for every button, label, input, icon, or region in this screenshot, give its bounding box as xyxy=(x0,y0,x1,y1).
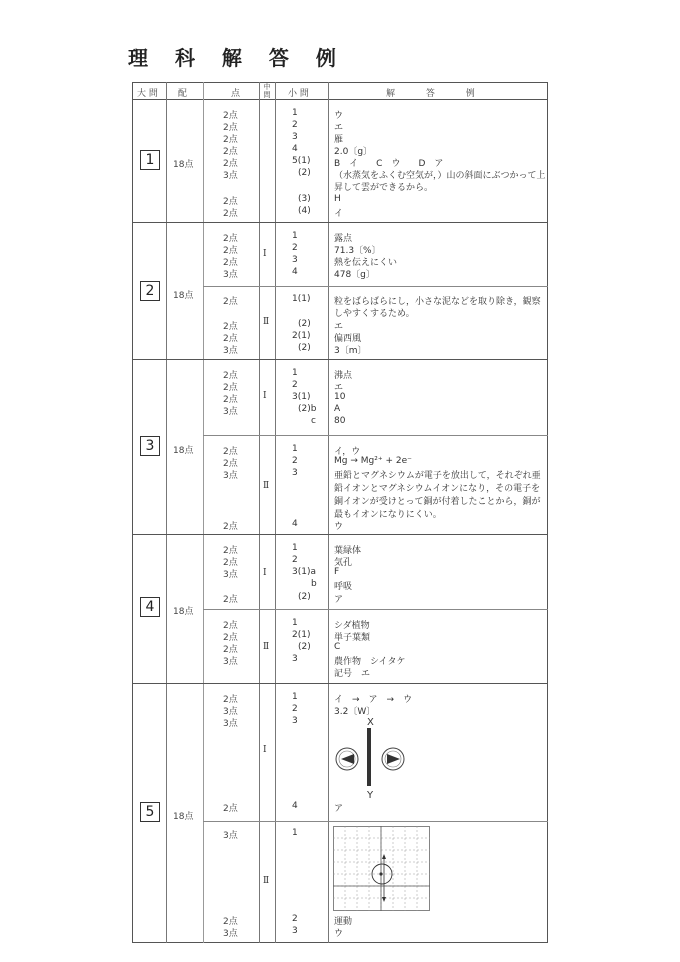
row-question: (3) xyxy=(298,194,311,204)
row-points: 2点 xyxy=(223,135,238,145)
row-answer: ウ xyxy=(334,111,344,121)
row-points: 2点 xyxy=(223,558,238,568)
row-answer: 最もイオンになりにくい。 xyxy=(334,510,442,520)
row-answer: H xyxy=(334,194,341,204)
row-points: 2点 xyxy=(223,395,238,405)
row-question: 3 xyxy=(292,716,298,726)
header-daimon: 大 問 xyxy=(137,89,158,99)
header-bottom-border xyxy=(132,99,548,100)
row-answer: 偏西風 xyxy=(334,334,362,344)
row-answer: 沸点 xyxy=(334,371,353,381)
row-points: 2点 xyxy=(223,234,238,244)
row-answer: 熱を伝えにくい xyxy=(334,258,398,268)
section-4-mid-1: Ⅰ xyxy=(263,568,267,578)
row-question: 2 xyxy=(292,914,298,924)
row-question: 1 xyxy=(292,828,298,838)
row-question: 3 xyxy=(292,132,298,142)
section-divider-2 xyxy=(132,359,548,360)
row-question: 4 xyxy=(292,144,298,154)
section-5-number: 5 xyxy=(140,802,160,822)
row-question: 3 xyxy=(292,654,298,664)
section-3-number: 3 xyxy=(140,436,160,456)
row-question: 1 xyxy=(292,108,298,118)
diagram-label-y: Y xyxy=(367,790,374,800)
section-5-score: 18点 xyxy=(173,812,194,822)
row-question: (2) xyxy=(298,168,311,178)
row-question: c xyxy=(311,416,316,426)
header-kaitourei: 解 答 例 xyxy=(386,89,489,99)
section-4-mid-2: Ⅱ xyxy=(263,642,270,652)
row-answer: 3〔m〕 xyxy=(334,346,367,356)
header-haiten: 配 xyxy=(178,89,188,99)
row-answer: イ，ウ xyxy=(334,447,361,457)
row-question: 1 xyxy=(292,368,298,378)
row-points: 2点 xyxy=(223,371,238,381)
row-answer: ウ xyxy=(334,929,344,939)
table-right-border xyxy=(547,82,548,943)
row-question: 2 xyxy=(292,243,298,253)
row-answer: 銅イオンが受けとって銅が付着したことから，銅が xyxy=(334,497,541,507)
row-points: 2点 xyxy=(223,383,238,393)
row-answer: 昇して雲ができるから。 xyxy=(334,183,434,193)
row-points: 2点 xyxy=(223,645,238,655)
sub-divider-2 xyxy=(203,286,548,287)
row-question: 2 xyxy=(292,120,298,130)
row-answer: 気孔 xyxy=(334,558,353,568)
sub-divider-5 xyxy=(203,821,548,822)
row-question: (2) xyxy=(298,642,311,652)
row-points: 2点 xyxy=(223,459,238,469)
row-question: b xyxy=(311,579,317,589)
row-question: 5(1) xyxy=(292,156,311,166)
row-question: (2) xyxy=(298,343,311,353)
row-question: 3(1) xyxy=(292,392,311,402)
row-question: 3 xyxy=(292,926,298,936)
row-question: 1 xyxy=(292,692,298,702)
row-answer: 80 xyxy=(334,416,346,426)
row-answer: ア xyxy=(334,804,344,814)
row-answer: エ xyxy=(334,322,344,332)
row-question: 4 xyxy=(292,519,298,529)
row-points: 2点 xyxy=(223,447,238,457)
table-left-border xyxy=(132,82,133,943)
col-divider-3 xyxy=(259,82,260,943)
row-answer: ウ xyxy=(334,522,344,532)
row-question: (4) xyxy=(298,206,311,216)
row-answer: イ xyxy=(334,209,344,219)
wire-bar xyxy=(367,728,371,786)
row-answer: ア xyxy=(334,595,344,605)
section-4-score: 18点 xyxy=(173,607,194,617)
row-points: 2点 xyxy=(223,595,238,605)
row-question: 2 xyxy=(292,704,298,714)
row-points: 2点 xyxy=(223,246,238,256)
section-1-number: 1 xyxy=(140,150,160,170)
section-divider-1 xyxy=(132,222,548,223)
row-question: 2 xyxy=(292,456,298,466)
compass-diagram xyxy=(330,714,410,800)
row-points: 3点 xyxy=(223,719,238,729)
row-answer: 運動 xyxy=(334,917,353,927)
row-answer: しやすくするため。 xyxy=(334,309,415,319)
row-points: 2点 xyxy=(223,258,238,268)
section-3-mid-1: Ⅰ xyxy=(263,391,267,401)
row-answer: F xyxy=(334,567,340,577)
row-answer: 葉緑体 xyxy=(334,546,362,556)
row-answer: 記号 エ xyxy=(334,669,371,679)
row-points: 2点 xyxy=(223,111,238,121)
table-top-border xyxy=(132,82,548,83)
row-points: 2点 xyxy=(223,633,238,643)
row-points: 2点 xyxy=(223,621,238,631)
row-answer: 2.0〔g〕 xyxy=(334,147,373,157)
row-answer: 呼吸 xyxy=(334,582,353,592)
row-points: 2点 xyxy=(223,804,238,814)
compass-right-icon xyxy=(382,748,404,770)
section-divider-4 xyxy=(132,683,548,684)
row-question: 2(1) xyxy=(292,630,311,640)
section-4-number: 4 xyxy=(140,597,160,617)
row-points: 3点 xyxy=(223,570,238,580)
row-question: 1 xyxy=(292,231,298,241)
diagram-label-x: X xyxy=(367,717,374,728)
row-points: 2点 xyxy=(223,322,238,332)
row-points: 2点 xyxy=(223,123,238,133)
row-points: 2点 xyxy=(223,546,238,556)
row-question: (2) xyxy=(298,319,311,329)
header-chumon: 中問 xyxy=(263,83,271,99)
row-answer: 3.2〔W〕 xyxy=(334,707,376,717)
grid-diagram xyxy=(333,826,431,912)
row-question: 4 xyxy=(292,267,298,277)
row-answer: Mg → Mg²⁺ + 2e⁻ xyxy=(334,456,412,466)
row-points: 2点 xyxy=(223,209,238,219)
table-bottom-border xyxy=(132,942,548,943)
row-question: 4 xyxy=(292,801,298,811)
row-answer: エ xyxy=(334,383,344,393)
row-answer: C xyxy=(334,642,341,652)
row-answer: 粒をばらばらにし，小さな泥などを取り除き，観察 xyxy=(334,297,541,307)
section-2-score: 18点 xyxy=(173,291,194,301)
section-5-mid-1: Ⅰ xyxy=(263,745,267,755)
row-points: 3点 xyxy=(223,929,238,939)
row-question: 3 xyxy=(292,255,298,265)
section-2-number: 2 xyxy=(140,281,160,301)
section-3-score: 18点 xyxy=(173,446,194,456)
row-points: 3点 xyxy=(223,270,238,280)
row-points: 3点 xyxy=(223,346,238,356)
row-points: 2点 xyxy=(223,297,238,307)
row-points: 2点 xyxy=(223,147,238,157)
header-ten: 点 xyxy=(231,89,241,99)
row-question: 2 xyxy=(292,555,298,565)
row-question: (2) xyxy=(298,592,311,602)
sub-divider-4 xyxy=(203,609,548,610)
row-answer: イ → ア → ウ xyxy=(334,695,413,705)
row-points: 2点 xyxy=(223,334,238,344)
row-question: 2 xyxy=(292,380,298,390)
row-question: 2(1) xyxy=(292,331,311,341)
row-answer: 鉛イオンとマグネシウムイオンになり，その電子を xyxy=(334,484,541,494)
row-answer: 71.3〔%〕 xyxy=(334,246,381,256)
row-points: 3点 xyxy=(223,407,238,417)
row-points: 2点 xyxy=(223,197,238,207)
col-divider-2 xyxy=(203,82,204,943)
sub-divider-3 xyxy=(203,435,548,436)
section-5-mid-2: Ⅱ xyxy=(263,876,270,886)
row-answer: 単子葉類 xyxy=(334,633,371,643)
row-question: 3(1)a xyxy=(292,567,316,577)
row-points: 2点 xyxy=(223,159,238,169)
row-points: 2点 xyxy=(223,695,238,705)
row-answer: 露点 xyxy=(334,234,353,244)
section-2-mid-1: Ⅰ xyxy=(263,249,267,259)
row-answer: エ xyxy=(334,123,344,133)
row-answer: （水蒸気をふくむ空気が，）山の斜面にぶつかって上 xyxy=(334,171,546,181)
page-title: 理 科 解 答 例 xyxy=(128,46,346,70)
header-shomon: 小 問 xyxy=(288,89,309,99)
row-question: 1 xyxy=(292,618,298,628)
grid-lines xyxy=(333,826,430,911)
row-question: 3 xyxy=(292,468,298,478)
row-question: (2)b xyxy=(298,404,317,414)
row-question: 1(1) xyxy=(292,294,311,304)
row-points: 3点 xyxy=(223,471,238,481)
col-divider-1 xyxy=(166,82,167,943)
row-answer: 478〔g〕 xyxy=(334,270,375,280)
row-question: 1 xyxy=(292,444,298,454)
row-answer: 農作物 シイタケ xyxy=(334,657,406,667)
section-1-score: 18点 xyxy=(173,160,194,170)
row-answer: 雁 xyxy=(334,135,344,145)
row-question: 1 xyxy=(292,543,298,553)
row-answer: シダ植物 xyxy=(334,621,370,631)
section-divider-3 xyxy=(132,534,548,535)
section-2-mid-2: Ⅱ xyxy=(263,317,270,327)
col-divider-4 xyxy=(275,82,276,943)
section-3-mid-2: Ⅱ xyxy=(263,481,270,491)
row-points: 3点 xyxy=(223,657,238,667)
row-points: 3点 xyxy=(223,831,238,841)
row-points: 2点 xyxy=(223,917,238,927)
col-divider-5 xyxy=(328,82,329,943)
compass-left-icon xyxy=(336,748,358,770)
row-answer: B イ C ウ D ア xyxy=(334,159,444,169)
row-answer: 亜鉛とマグネシウムが電子を放出して，それぞれ亜 xyxy=(334,471,541,481)
row-points: 3点 xyxy=(223,171,238,181)
row-answer: 10 xyxy=(334,392,346,402)
row-points: 2点 xyxy=(223,522,238,532)
row-points: 3点 xyxy=(223,707,238,717)
row-answer: A xyxy=(334,404,341,414)
